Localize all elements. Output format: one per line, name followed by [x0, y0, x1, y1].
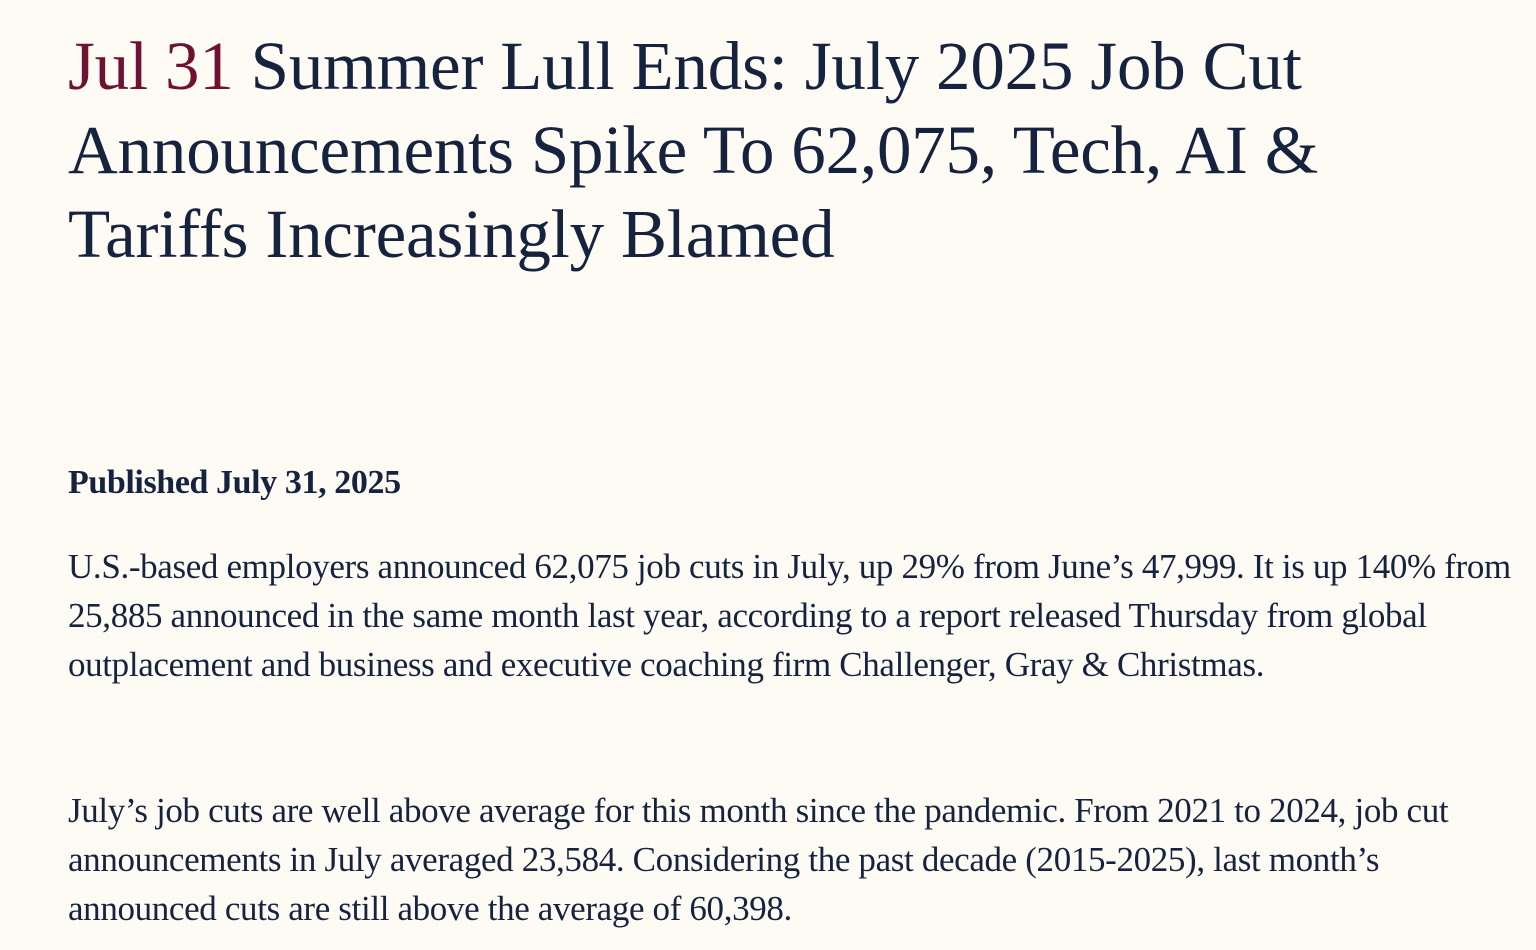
published-label: Published [68, 464, 209, 501]
article-paragraph: U.S.-based employers announced 62,075 job cuts in July, up 29% from June’s 47,999. It is up 140% from 25,885 announced in the same month last year, according to a report released Thursday from global outplacement and business and executive coaching firm Challenger, Gray & Christmas. [68, 547, 1511, 684]
published-date: July 31, 2025 [216, 464, 401, 501]
headline-date: Jul 31 [68, 28, 234, 104]
headline-title: Summer Lull Ends: July 2025 Job Cut Announcements Spike To 62,075, Tech, AI & Tariffs Increasingly Blamed [68, 28, 1319, 272]
published-line [68, 461, 401, 505]
article-paragraph: July’s job cuts are well above average for this month since the pandemic. From 2021 to 2024, job cut announcements in July averaged 23,584. Considering the past decade (2015-2025), last month’s announced cuts are still above the average of 60,398. [68, 791, 1449, 928]
article-headline [68, 24, 1508, 276]
